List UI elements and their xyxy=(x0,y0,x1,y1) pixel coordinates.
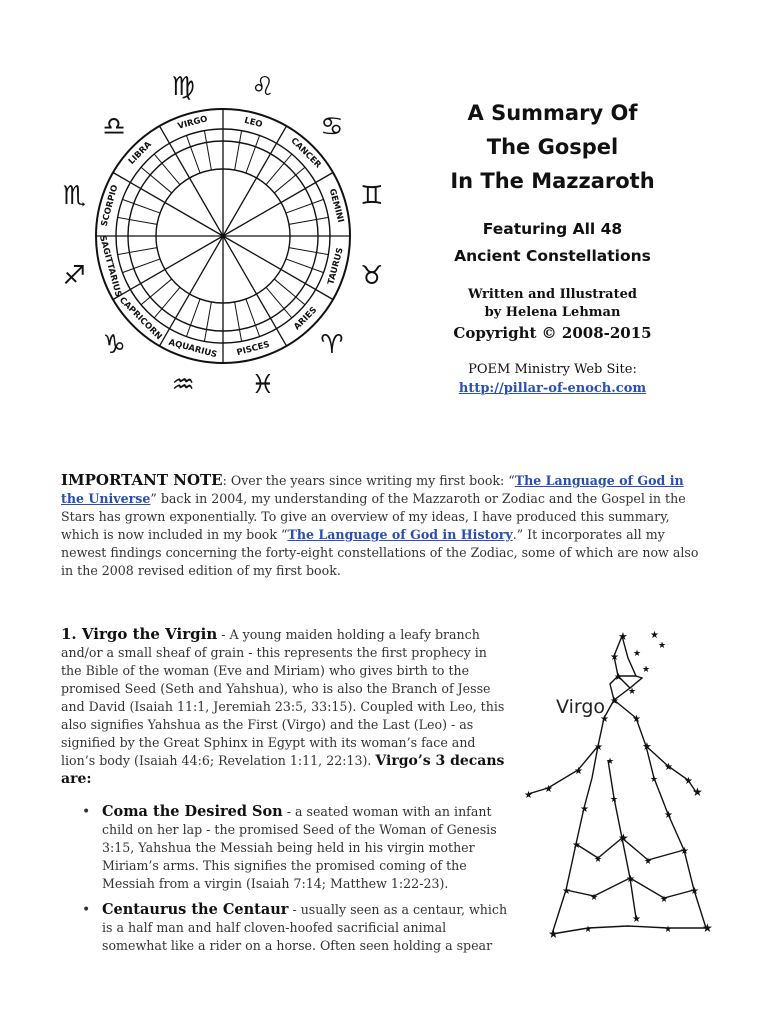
title-line-1: A Summary Of xyxy=(467,101,638,125)
virgo-figure-label: Virgo xyxy=(556,696,606,718)
star-icon: ★ xyxy=(524,790,533,801)
sign-label: TAURUS xyxy=(326,246,346,286)
wheel-division xyxy=(286,199,324,213)
star-icon: ★ xyxy=(702,921,713,935)
sign-label: ARIES xyxy=(292,305,320,333)
book-link-universe[interactable]: The Language of God in the Universe xyxy=(61,473,684,506)
sign-label: VIRGO xyxy=(176,114,209,132)
sign-label: CANCER xyxy=(288,136,323,171)
copyright: Copyright © 2008-2015 xyxy=(453,324,652,342)
star-icon: ★ xyxy=(684,776,693,787)
book-link-history[interactable]: The Language of God in History xyxy=(287,527,513,542)
sign-label: SAGITTARIUS xyxy=(96,234,124,299)
star-icon: ★ xyxy=(658,641,667,651)
bullet-icon: • xyxy=(82,804,91,820)
star-icon: ★ xyxy=(572,840,581,851)
title-line-2: The Gospel xyxy=(486,135,619,159)
virgo-figure xyxy=(518,628,728,950)
wheel-spoke xyxy=(223,173,333,237)
star-icon: ★ xyxy=(692,785,703,799)
virgo-body: - A young maiden holding a leafy branch and/or a small sheaf of grain - this represents the first prophecy in the Bible of the woman (Eve and Miriam) who gives birth to the promised Seed (Seth and Yahshua), who is also the Branch of Jesse and David (Isaiah 11:1, Jeremiah 23:5, 33:15). Coupled with Leo, this also signifies Yahshua as the First (Virgo) and the Last (Leo) - as signified by the Great Sphinx in Egypt with its woman’s face and lion’s body (Isaiah 44:6; Revelation 1:11, 22:13). xyxy=(61,627,505,768)
wheel-division xyxy=(118,248,157,255)
sign-label: LEO xyxy=(243,115,264,131)
wheel-division xyxy=(235,131,242,170)
wheel-division xyxy=(289,248,328,255)
zodiac-glyph-icon: ♏ xyxy=(62,181,86,212)
zodiac-glyph-icon: ♑ xyxy=(102,329,126,360)
title-block xyxy=(430,96,675,398)
star-icon: ★ xyxy=(628,687,637,697)
star-icon: ★ xyxy=(664,762,673,773)
star-icon: ★ xyxy=(562,886,571,897)
star-icon: ★ xyxy=(642,665,651,675)
star-icon: ★ xyxy=(632,914,641,925)
decan-text: - a seated woman with an infant child on her lap - the promised Seed of the Woman of Genesis 3:15, Yahshua the Messiah being held in his virgin mother Miriam’s arms. This signifies the promised coming of the Messiah from a virgin (Isaiah 7:14; Matthew 1:22-23). xyxy=(102,804,497,891)
wheel-division xyxy=(235,302,242,341)
virgo-section xyxy=(61,625,506,788)
star-icon: ★ xyxy=(618,831,629,845)
wheel-spoke xyxy=(223,236,287,346)
wheel-division xyxy=(122,259,160,273)
star-icon: ★ xyxy=(664,810,673,821)
star-icon: ★ xyxy=(680,846,689,857)
wheel-spoke xyxy=(160,236,224,346)
decans-list xyxy=(80,803,510,963)
website-link[interactable]: http://pillar-of-enoch.com xyxy=(458,381,647,396)
star-icon: ★ xyxy=(590,893,599,903)
star-icon: ★ xyxy=(610,795,619,805)
wheel-division xyxy=(246,299,260,337)
list-item xyxy=(80,803,510,893)
zodiac-glyph-icon: ♓ xyxy=(251,369,275,400)
star-icon: ★ xyxy=(600,714,609,725)
wheel-division xyxy=(186,299,200,337)
zodiac-glyph-icon: ♉ xyxy=(360,260,384,291)
virgo-decans-label: Virgo’s 3 decans are: xyxy=(61,753,505,787)
star-icon: ★ xyxy=(574,766,583,777)
zodiac-glyph-icon: ♌ xyxy=(251,72,275,103)
zodiac-glyph-icon: ♎ xyxy=(102,112,126,143)
wheel-division xyxy=(122,199,160,213)
decan-name: Centaurus the Centaur xyxy=(102,901,289,918)
zodiac-glyph-icon: ♈ xyxy=(320,329,344,360)
star-icon: ★ xyxy=(580,804,589,815)
wheel-division xyxy=(246,135,260,173)
note-lead: IMPORTANT NOTE xyxy=(61,471,223,489)
important-note xyxy=(61,471,706,580)
note-text-2: ” back in 2004, my understanding of the Mazzaroth or Zodiac and the Gospel in the Stars has grown exponentially. To give an overview of my ideas, I have produced this summary, which is now included in my book “ xyxy=(61,491,686,542)
sign-label: AQUARIUS xyxy=(167,337,219,361)
star-icon: ★ xyxy=(594,742,603,753)
zodiac-glyph-icon: ♒ xyxy=(171,369,195,400)
star-icon: ★ xyxy=(610,652,619,663)
virgo-heading: 1. Virgo the Virgin xyxy=(61,625,218,643)
star-icon: ★ xyxy=(632,714,641,725)
sign-label: SCORPIO xyxy=(99,183,121,228)
star-icon: ★ xyxy=(633,649,642,659)
subtitle-line-1: Featuring All 48 xyxy=(482,220,623,238)
star-icon: ★ xyxy=(594,855,603,865)
zodiac-glyph-icon: ♊ xyxy=(360,181,384,212)
star-icon: ★ xyxy=(650,775,659,785)
star-icon: ★ xyxy=(642,740,652,753)
star-icon: ★ xyxy=(614,672,623,683)
written-label: Written and Illustrated xyxy=(468,287,637,302)
wheel-spoke xyxy=(160,126,224,236)
wheel-division xyxy=(204,302,211,341)
star-icon: ★ xyxy=(690,886,699,897)
wheel-division xyxy=(204,131,211,170)
virgo-stars xyxy=(524,630,713,941)
wheel-spoke xyxy=(113,173,223,237)
star-icon: ★ xyxy=(660,895,669,905)
wheel-spoke xyxy=(223,126,287,236)
star-icon: ★ xyxy=(584,925,593,935)
star-icon: ★ xyxy=(548,927,559,941)
subtitle xyxy=(430,216,675,270)
zodiac-glyph-icon: ♋ xyxy=(320,112,344,143)
star-icon: ★ xyxy=(664,925,673,935)
decan-name: Coma the Desired Son xyxy=(102,803,283,820)
note-text-3: .” It incorporates all my newest findings concerning the forty-eight constellations of the Zodiac, some of which are now also in the 2008 revised edition of my first book. xyxy=(61,527,699,578)
zodiac-wheel xyxy=(55,68,400,403)
subtitle-line-2: Ancient Constellations xyxy=(454,247,651,265)
note-text-1: : Over the years since writing my first book: “ xyxy=(222,473,515,488)
star-icon: ★ xyxy=(644,857,653,867)
zodiac-glyph-icon: ♐ xyxy=(62,260,86,291)
list-item xyxy=(80,901,510,955)
star-icon: ★ xyxy=(618,630,628,643)
star-icon: ★ xyxy=(544,784,553,795)
wheel-division xyxy=(286,259,324,273)
star-icon: ★ xyxy=(610,696,619,707)
bullet-icon: • xyxy=(82,902,91,918)
virgo-constellation-illustration xyxy=(518,628,728,950)
website-label: POEM Ministry Web Site: xyxy=(468,362,637,377)
sign-label: LIBRA xyxy=(126,139,154,167)
sign-label: CAPRICORN xyxy=(116,295,164,343)
credits xyxy=(430,286,675,322)
wheel-division xyxy=(186,135,200,173)
decan-text: - usually seen as a centaur, which is a half man and half cloven-hoofed sacrificial animal somewhat like a rider on a horse. Often seen holding a spear xyxy=(102,902,508,953)
wheel-division xyxy=(289,217,328,224)
author: by Helena Lehman xyxy=(484,305,621,320)
zodiac-wheel-illustration xyxy=(55,68,400,403)
sign-label: GEMINI xyxy=(326,187,346,224)
wheel-spoke xyxy=(223,236,333,300)
wheel-spoke xyxy=(113,236,223,300)
star-icon: ★ xyxy=(606,757,615,767)
title-line-3: In The Mazzaroth xyxy=(450,169,655,193)
wheel-division xyxy=(118,217,157,224)
star-icon: ★ xyxy=(626,874,635,885)
star-icon: ★ xyxy=(650,630,659,641)
zodiac-glyph-icon: ♍ xyxy=(171,72,195,103)
sign-label: PISCES xyxy=(235,339,271,359)
